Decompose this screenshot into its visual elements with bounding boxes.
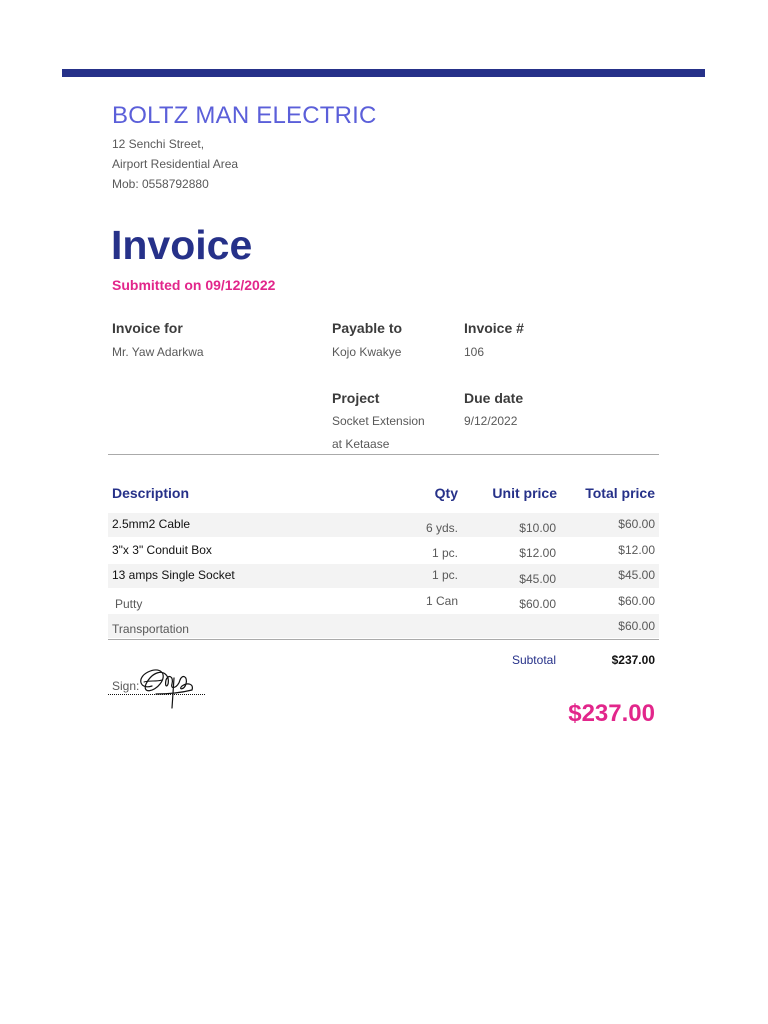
company-name: BOLTZ MAN ELECTRIC [112, 102, 377, 129]
row-unit-price: $10.00 [519, 521, 556, 535]
table-row [108, 614, 659, 638]
due-date-label: Due date [464, 390, 524, 406]
grand-total: $237.00 [568, 700, 655, 727]
row-description: 3"x 3" Conduit Box [112, 543, 212, 557]
project-value-line2: at Ketaase [332, 437, 390, 451]
project-value-line1: Socket Extension [332, 414, 425, 428]
row-qty: 1 Can [425, 594, 458, 608]
invoice-title: Invoice [111, 222, 253, 268]
row-unit-price: $45.00 [519, 572, 556, 586]
table-row [108, 589, 659, 613]
invoice-for-label: Invoice for [112, 320, 183, 336]
row-description: 2.5mm2 Cable [112, 517, 191, 531]
payable-to-value: Kojo Kwakye [332, 345, 402, 359]
submitted-date: Submitted on 09/12/2022 [112, 277, 276, 293]
sign-label: Sign: [112, 679, 140, 693]
table-row [108, 513, 659, 537]
company-address-line1: 12 Senchi Street, [112, 137, 205, 151]
details-divider [108, 454, 659, 455]
row-qty: 6 yds. [425, 521, 458, 535]
invoice-for-value: Mr. Yaw Adarkwa [112, 345, 204, 359]
row-total: $45.00 [618, 568, 655, 582]
row-total: $60.00 [618, 517, 655, 531]
row-total: $60.00 [618, 619, 655, 633]
subtotal-label: Subtotal [511, 653, 556, 667]
invoice-number-value: 106 [464, 345, 485, 359]
row-unit-price: $60.00 [519, 597, 556, 611]
row-total: $60.00 [618, 594, 655, 608]
due-date-value: 9/12/2022 [464, 414, 518, 428]
row-total: $12.00 [618, 543, 655, 557]
row-description: 13 amps Single Socket [112, 568, 235, 582]
row-unit-price: $12.00 [519, 546, 556, 560]
subtotal-value: $237.00 [611, 653, 655, 667]
project-label: Project [332, 390, 380, 406]
table-row [108, 564, 659, 588]
company-phone: Mob: 0558792880 [112, 177, 209, 191]
invoice-number-label: Invoice # [464, 320, 524, 336]
payable-to-label: Payable to [332, 320, 403, 336]
column-header-total-price: Total price [585, 485, 655, 501]
company-address-line2: Airport Residential Area [112, 157, 239, 171]
column-header-qty: Qty [434, 485, 458, 501]
row-qty: 1 pc. [431, 546, 458, 560]
row-description: Transportation [112, 622, 189, 636]
column-header-unit-price: Unit price [492, 485, 557, 501]
handwritten-signature [134, 660, 198, 710]
row-description: Putty [115, 597, 143, 611]
header-accent-bar [62, 69, 705, 77]
row-qty: 1 pc. [431, 568, 458, 582]
table-bottom-divider [108, 639, 659, 640]
table-row [108, 538, 659, 562]
column-header-description: Description [112, 485, 190, 501]
